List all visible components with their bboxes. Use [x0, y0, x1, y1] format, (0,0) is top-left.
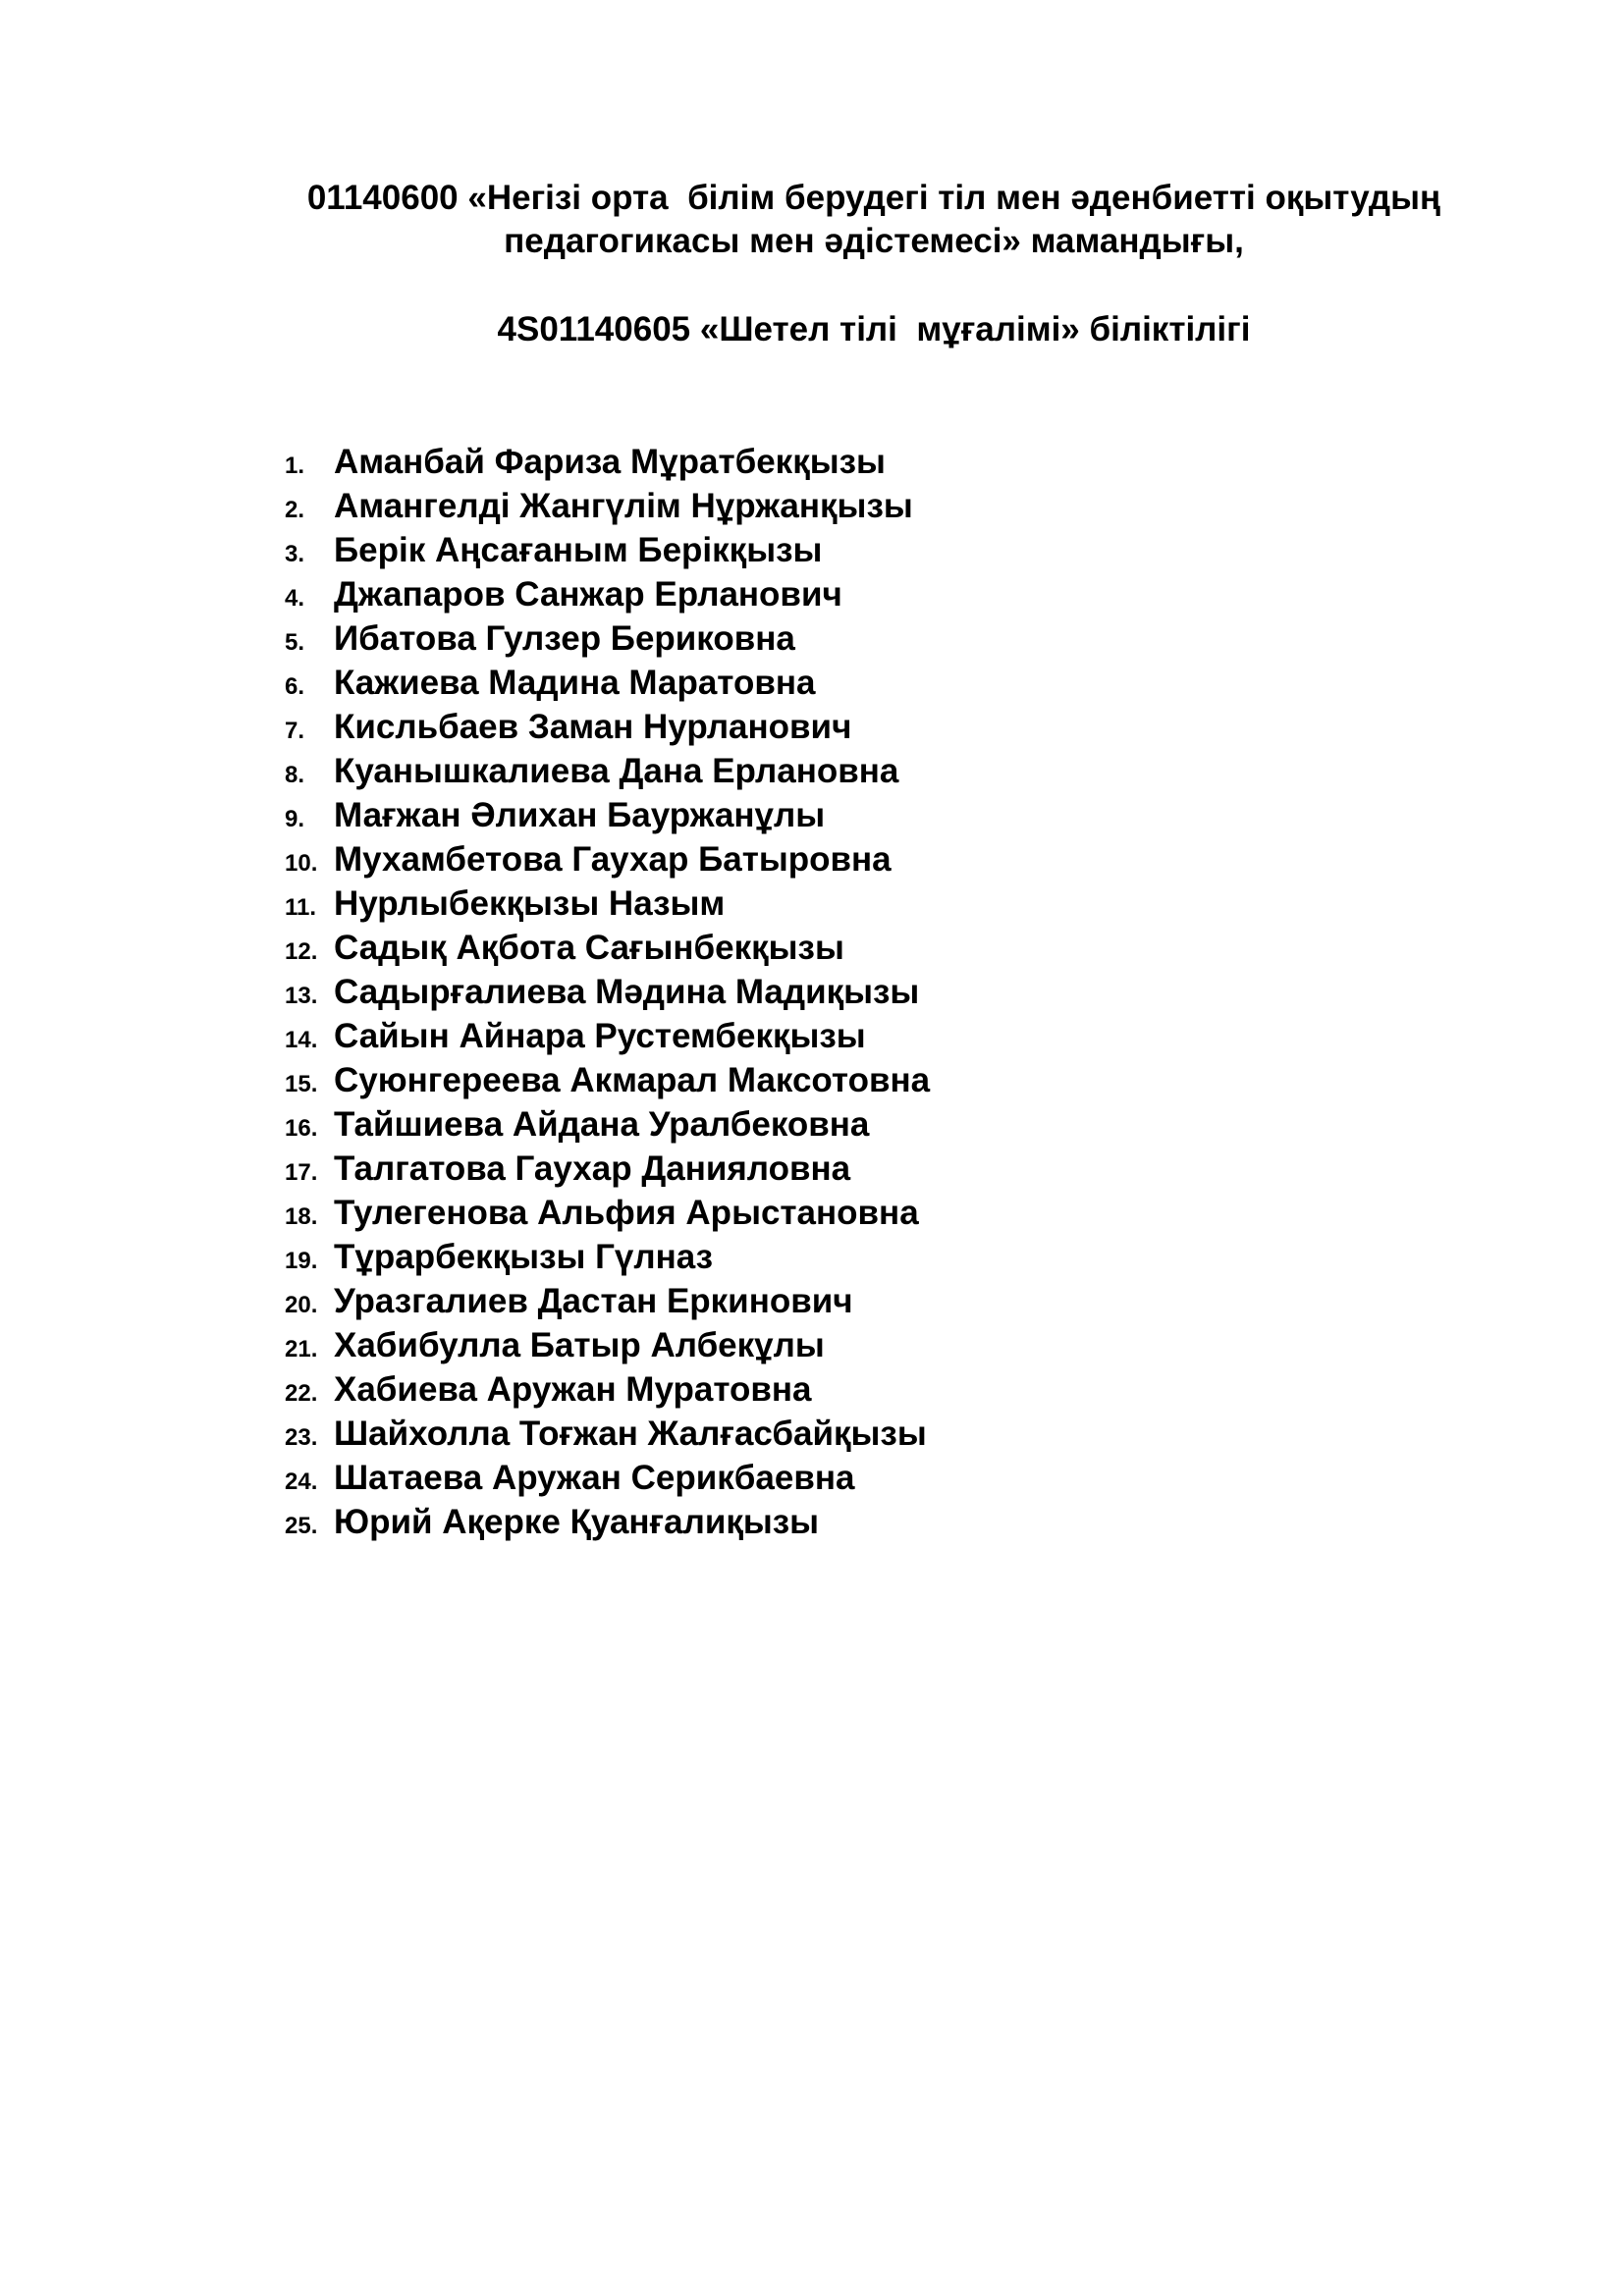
list-item-number: 1.	[285, 453, 305, 479]
list-item	[0, 616, 1178, 661]
list-item	[0, 572, 1178, 616]
list-item	[0, 661, 1178, 705]
list-item-number: 16.	[285, 1115, 318, 1142]
list-item	[0, 881, 1178, 926]
list-item	[0, 1147, 1178, 1191]
student-name: Хабибулла Батыр Албекұлы	[334, 1326, 825, 1364]
student-name: Нурлыбекқызы Назым	[334, 884, 726, 923]
student-name: Мухамбетова Гаухар Батыровна	[334, 840, 892, 879]
list-item-number: 17.	[285, 1159, 318, 1186]
list-item-number: 9.	[285, 806, 305, 832]
list-item	[0, 837, 1178, 881]
list-item	[0, 1367, 1178, 1412]
student-name: Шайхолла Тоғжан Жалғасбайқызы	[334, 1415, 927, 1453]
student-name: Талгатова Гаухар Данияловна	[334, 1149, 851, 1188]
list-item-number: 4.	[285, 585, 305, 612]
student-name: Садырғалиева Мәдина Мадиқызы	[334, 973, 920, 1011]
list-item-number: 19.	[285, 1248, 318, 1274]
student-name: Сайын Айнара Рустембекқызы	[334, 1017, 866, 1055]
list-item	[0, 970, 1178, 1014]
list-item-number: 2.	[285, 497, 305, 523]
specialty-heading-line-2: педагогикасы мен әдістемесі» мамандығы,	[504, 222, 1244, 260]
list-item-number: 20.	[285, 1292, 318, 1318]
student-name: Джапаров Санжар Ерланович	[334, 575, 842, 614]
student-name: Мағжан Әлихан Бауржанұлы	[334, 796, 826, 834]
student-name: Шатаева Аружан Серикбаевна	[334, 1459, 855, 1497]
list-item	[0, 1500, 1178, 1544]
list-item	[0, 793, 1178, 837]
list-item-number: 10.	[285, 850, 318, 877]
student-name: Садық Ақбота Сағынбекқызы	[334, 929, 844, 967]
list-item	[0, 440, 1178, 484]
student-name: Тұрарбекқызы Гүлназ	[334, 1238, 714, 1276]
qualification-heading: 4S01140605 «Шетел тілі мұғалімі» біліктілігі	[497, 310, 1251, 348]
list-item	[0, 1102, 1178, 1147]
list-item-number: 7.	[285, 718, 305, 744]
student-name: Амангелді Жангүлім Нұржанқызы	[334, 487, 913, 525]
list-item	[0, 1456, 1178, 1500]
list-item-number: 14.	[285, 1027, 318, 1053]
list-item	[0, 926, 1178, 970]
list-item	[0, 1279, 1178, 1323]
list-item-number: 5.	[285, 629, 305, 656]
list-item-number: 24.	[285, 1468, 318, 1495]
student-name: Берік Аңсағаным Берікқызы	[334, 531, 823, 569]
student-name: Куанышкалиева Дана Ерлановна	[334, 752, 899, 790]
list-item	[0, 1014, 1178, 1058]
list-item	[0, 1412, 1178, 1456]
student-name: Аманбай Фариза Мұратбекқызы	[334, 443, 886, 481]
list-item-number: 8.	[285, 762, 305, 788]
list-item-number: 23.	[285, 1424, 318, 1451]
student-list	[0, 440, 1178, 1544]
list-item	[0, 528, 1178, 572]
student-name: Ибатова Гулзер Бериковна	[334, 619, 795, 658]
student-name: Кажиева Мадина Маратовна	[334, 664, 816, 702]
list-item-number: 22.	[285, 1380, 318, 1407]
list-item-number: 18.	[285, 1203, 318, 1230]
list-item-number: 12.	[285, 938, 318, 965]
list-item	[0, 749, 1178, 793]
list-item-number: 15.	[285, 1071, 318, 1097]
list-item-number: 6.	[285, 673, 305, 700]
list-item	[0, 1191, 1178, 1235]
student-name: Тайшиева Айдана Уралбековна	[334, 1105, 870, 1144]
list-item-number: 3.	[285, 541, 305, 567]
list-item	[0, 1323, 1178, 1367]
specialty-heading-line-1: 01140600 «Негізі орта білім берудегі тіл мен әденбиетті оқытудың	[306, 179, 1441, 217]
list-item	[0, 1058, 1178, 1102]
student-name: Хабиева Аружан Муратовна	[334, 1370, 812, 1409]
student-name: Тулегенова Альфия Арыстановна	[334, 1194, 919, 1232]
list-item-number: 21.	[285, 1336, 318, 1362]
list-item-number: 13.	[285, 983, 318, 1009]
list-item	[0, 484, 1178, 528]
student-name: Кисльбаев Заман Нурланович	[334, 708, 852, 746]
student-name: Юрий Ақерке Қуанғалиқызы	[334, 1503, 820, 1541]
list-item-number: 11.	[285, 894, 317, 921]
student-name: Суюнгереева Акмарал Максотовна	[334, 1061, 931, 1099]
student-name: Уразгалиев Дастан Еркинович	[334, 1282, 853, 1320]
list-item-number: 25.	[285, 1513, 318, 1539]
list-item	[0, 705, 1178, 749]
list-item	[0, 1235, 1178, 1279]
